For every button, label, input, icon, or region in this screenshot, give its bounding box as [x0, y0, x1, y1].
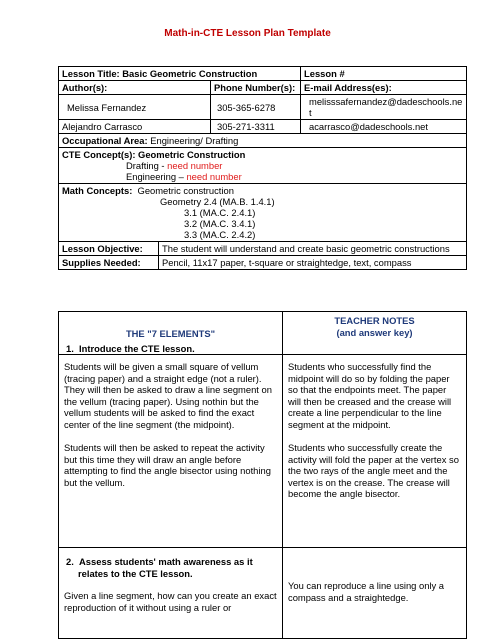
note-2-content: [283, 548, 467, 639]
cte-concepts-label: CTE Concept(s): Geometric Construction: [62, 149, 246, 160]
note-2-paragraph: You can reproduce a line using only a compass and a straightedge.: [288, 580, 445, 603]
author-label: Author(s):: [59, 81, 211, 95]
cte-engineering-line: Engineering – need number: [126, 171, 242, 182]
drafting-note: need number: [167, 160, 223, 171]
math-concepts-cell: [59, 184, 467, 242]
author-email: acarrasco@dadeschools.net: [301, 120, 467, 134]
step-1-paragraph: Students will be given a small square of vellum (tracing paper) and a straight edge (not a ruler). They will then be asked to draw a line segment on the vellum (tracing paper). Using nothin but the vellum students will be asked to find the exact center of the line segment (the midpoint).: [64, 361, 272, 430]
lesson-number-label: Lesson #: [301, 67, 467, 81]
step-2-heading: 2. Assess students' math awareness as it relates to the CTE lesson.: [66, 556, 253, 579]
lesson-title-label: Lesson Title:: [62, 68, 120, 79]
math-standard-line: 3.3 (MA.C. 2.4.2): [184, 229, 256, 240]
math-standard-line: Geometry 2.4 (MA.B. 1.4.1): [160, 196, 275, 207]
note-1-content: [283, 355, 467, 548]
seven-elements-table: [58, 311, 467, 639]
supplies-label: Supplies Needed:: [59, 256, 159, 270]
cte-concepts-cell: [59, 148, 467, 184]
step-1-heading: 1. Introduce the CTE lesson.: [66, 342, 195, 354]
author-name: Melissa Fernandez: [59, 95, 211, 120]
lesson-title-cell: [59, 67, 301, 81]
document-title: Math-in-CTE Lesson Plan Template: [164, 28, 331, 39]
author-name: Alejandro Carrasco: [59, 120, 211, 134]
occupational-area-value: Engineering/ Drafting: [150, 135, 239, 146]
step-2-content: [59, 548, 283, 639]
engineering-note: need number: [186, 171, 242, 182]
step-1-paragraph: Students will then be asked to repeat the activity but this time they will draw an angle before attempting to find the angle bisector using nothing but the vellum.: [64, 442, 271, 488]
seven-elements-header: THE "7 ELEMENTS": [125, 328, 216, 339]
author-email: melisssafernandez@dadeschools.net: [301, 95, 467, 120]
occupational-area-label: Occupational Area:: [62, 135, 148, 146]
elements-header-cell: [59, 312, 283, 355]
email-label: E-mail Address(es):: [301, 81, 467, 95]
math-standard-line: 3.1 (MA.C. 2.4.1): [184, 207, 256, 218]
cte-drafting-line: Drafting - need number: [126, 160, 223, 171]
math-concepts-value: Geometric construction: [137, 185, 234, 196]
step-2-paragraph: Given a line segment, how can you create an exact reproduction of it without using a ruler or: [64, 590, 277, 613]
step-1-content: [59, 355, 283, 548]
occupational-area-cell: [59, 134, 467, 148]
teacher-notes-header: TEACHER NOTES: [334, 315, 415, 326]
math-concepts-label: Math Concepts:: [62, 185, 133, 196]
note-1-paragraph: Students who successfully create the activity will fold the paper at the vertex so the two rays of the angle meet and the vertex is on the crease. The crease will become the angle bisector.: [288, 442, 459, 499]
answer-key-subheader: (and answer key): [336, 326, 413, 338]
teacher-notes-header-cell: [283, 312, 467, 355]
lesson-plan-header-table: [58, 66, 467, 270]
phone-label: Phone Number(s):: [211, 81, 301, 95]
note-1-paragraph: Students who successfully find the midpoint will do so by folding the paper so that the endpoints meet. The paper will then be creased and the crease will create a line perpendicular to the line segment at the midpoint.: [288, 361, 452, 430]
lesson-title-value: Basic Geometric Construction: [122, 68, 258, 79]
lesson-objective-label: Lesson Objective:: [59, 242, 159, 256]
supplies-value: Pencil, 11x17 paper, t-square or straightedge, text, compass: [159, 256, 467, 270]
author-phone: 305-271-3311: [211, 120, 301, 134]
math-standard-line: 3.2 (MA.C. 3.4.1): [184, 218, 256, 229]
lesson-objective-value: The student will understand and create basic geometric constructions: [159, 242, 467, 256]
author-phone: 305-365-6278: [211, 95, 301, 120]
